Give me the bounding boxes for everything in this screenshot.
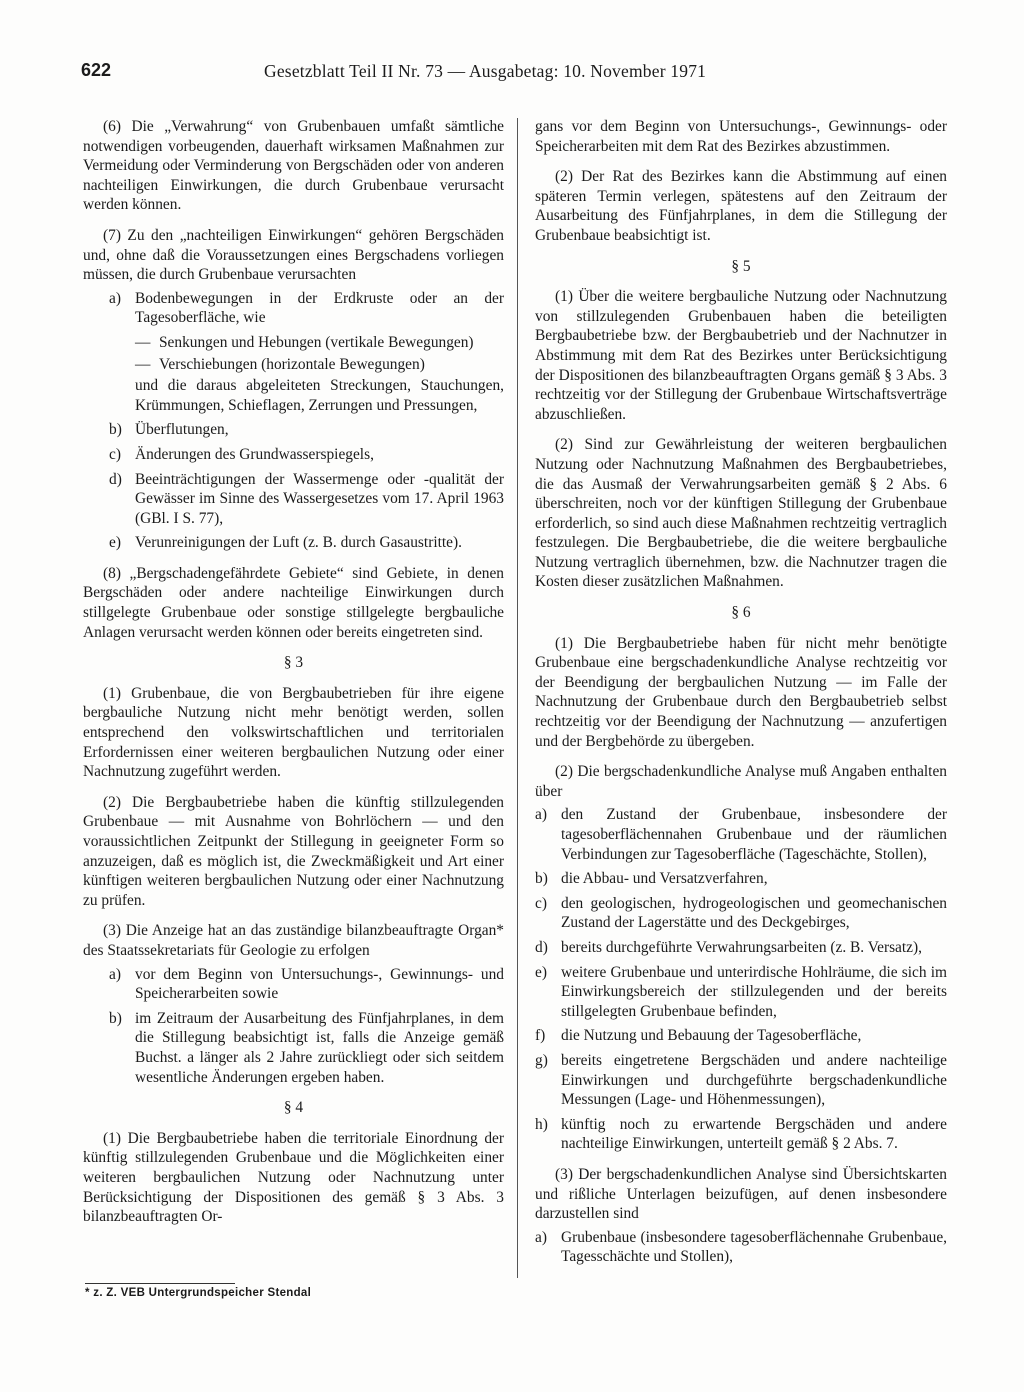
list-item: h) künftig noch zu erwartende Bergschäden und andere nachteilige Einwirkungen, unterteilt gemäß § 2 Abs. 7. <box>535 1115 947 1153</box>
analysis-items-list <box>535 805 947 1154</box>
list-item-e: e) Verunreinigungen der Luft (z. B. durch Gasaustritte). <box>109 534 462 552</box>
list-item: d) bereits durchgeführte Verwahrungsarbeiten (z. B. Versatz), <box>535 938 922 956</box>
paragraph-2-6: (6) Die „Verwahrung“ von Grubenbauen umfaßt sämtliche notwendigen vorbeugenden, dauerhaft wirksamen Maßnahmen zur Vermeidung oder Verminderung von Bergschäden oder von anderen nachteiligen Einwirkungen, die durch Grubenbaue verursacht werden können. <box>83 118 504 214</box>
column-divider <box>517 118 518 1278</box>
section-heading-4: § 4 <box>283 1099 304 1117</box>
paragraph-2-7: (7) Zu den „nachteiligen Einwirkungen“ gehören Bergschäden und, ohne daß die Voraussetzungen eines Bergschadens vorliegen müssen, die durch Grubenbaue verursachten <box>83 226 504 284</box>
dash-item: — Verschiebungen (horizontale Bewegungen) <box>135 355 425 373</box>
list-item: b) die Abbau- und Versatzverfahren, <box>535 870 768 888</box>
list-item-a: a) Grubenbaue (insbesondere tagesoberflächennahe Grubenbaue, Tagesschächte und Stollen), <box>535 1228 947 1266</box>
paragraph-6-2: (2) Die bergschadenkundliche Analyse muß Angaben enthalten über <box>535 763 947 800</box>
list-item-d: d) Beeinträchtigungen der Wassermenge oder -qualität der Gewässer im Sinne des Wassergesetzes vom 17. April 1963 (GBl. I S. 77), <box>109 470 504 527</box>
paragraph-3-3: (3) Die Anzeige hat an das zuständige bilanzbeauftragte Organ* des Staatssekretariats für Geologie zu erfolgen <box>83 922 504 959</box>
list-item: f) die Nutzung und Bebauung der Tagesoberfläche, <box>535 1027 862 1045</box>
page-number: 622 <box>81 60 112 80</box>
list-item: e) weitere Grubenbaue und unterirdische Hohlräume, die sich im Einwirkungsbereich der stillzulegenden und der bereits stillgelegten Grubenbaue befinden, <box>535 963 947 1020</box>
list-item-b: b) im Zeitraum der Ausarbeitung des Fünfjahrplanes, in dem die Stillegung beabsichtigt ist, falls die Anzeige gemäß Buchst. a länger als 2 Jahre zurückliegt oder sich seitdem wesentliche Änderungen ergeben haben. <box>109 1009 504 1086</box>
list-item-a: a) Bodenbewegungen in der Erdkruste oder an der Tagesoberfläche, wie <box>109 289 504 327</box>
list-item: g) bereits eingetretene Bergschäden und andere nachteilige Einwirkungen und durchgeführte bergschadenkundliche Messungen (Lage- und Höhenmessungen), <box>535 1051 947 1109</box>
list-item-c: c) Änderungen des Grundwasserspiegels, <box>109 445 374 463</box>
paragraph-6-3: (3) Der bergschadenkundlichen Analyse sind Übersichtskarten und rißliche Unterlagen beizufügen, auf denen insbesondere darzustellen sind <box>535 1165 947 1223</box>
list-item-a-continuation: und die daraus abgeleiteten Streckungen, Stauchungen, Krümmungen, Schieflagen, Zerrungen und Pressungen, <box>135 377 504 414</box>
paragraph-2-8: (8) „Bergschadengefährdete Gebiete“ sind Gebiete, in denen Bergschäden oder andere nachteilige Einwirkungen durch stillgelegte Grubenbaue oder sonstige stillgelegte bergbauliche Anlagen verursacht werden können oder bereits eingetreten sind. <box>83 564 504 641</box>
paragraph-5-1: (1) Über die weitere bergbauliche Nutzung oder Nachnutzung von stillzulegenden Grubenbauen haben die beteiligten Bergbaubetriebe bzw. der Bergbaubetrieb und der Nachnutzer in Abstimmung mit dem Rat des Bezirkes unter Berücksichtigung der Dispositionen des bilanzbeauftragten Organs gemäß § 3 Abs. 3 rechtzeitig vor der Stillegung der Grubenbaue Wirtschaftsverträge abzuschließen. <box>535 288 947 423</box>
paragraph-3-2: (2) Die Bergbaubetriebe haben die künftig stillzulegenden Grubenbaue — mit Ausnahme von Bohrlöchern — und den voraussichtlichen Zeitpunkt der Stillegung in geeigneter Form so anzuzeigen, daß es möglich ist, die Zweckmäßigkeit und Art einer künftigen weiteren bergbaulichen Nutzung oder einer Nachnutzung zu prüfen. <box>83 793 504 909</box>
left-column <box>83 117 504 1238</box>
list-item-b: b) Überflutungen, <box>109 421 229 439</box>
list-item: c) den geologischen, hydrogeologischen und geomechanischen Zustand der Lagerstätte und des Deckgebirges, <box>535 894 947 932</box>
paragraph-6-1: (1) Die Bergbaubetriebe haben für nicht mehr benötigte Grubenbaue eine bergschadenkundliche Analyse rechtzeitig vor der Beendigung der bergbaulichen Nutzung — im Falle der Nachnutzung der Grubenbaue durch den Bergbaubetrieb selbst rechtzeitig vor der Beendigung der Nachnutzung — anzufertigen und der Bergbehörde zu übergeben. <box>535 634 947 750</box>
section-heading-6: § 6 <box>731 604 751 622</box>
list-item: a) den Zustand der Grubenbaue, insbesondere der tagesoberflächennahen Grubenbaue und der räumlichen Verbindungen zur Tagesoberfläche (Tageschächte, Stollen), <box>535 806 947 863</box>
gazette-title: Gesetzblatt Teil II Nr. 73 — Ausgabetag: 10. November 1971 <box>264 61 707 81</box>
paragraph-3-1: (1) Grubenbaue, die von Bergbaubetrieben für ihre eigene bergbauliche Nutzung nicht mehr benötigt werden, sollen entsprechend den volkswirtschaftlichen und territorialen Erfordernissen einer weiteren bergbaulichen Nutzung oder einer Nachnutzung zugeführt werden. <box>83 684 504 781</box>
page-header <box>81 60 781 86</box>
paragraph-4-2: (2) Der Rat des Bezirkes kann die Abstimmung auf einen späteren Termin verlegen, spätestens auf den Zeitraum der Ausarbeitung des Fünfjahrplanes, in dem die Stillegung der Grubenbaue beabsichtigt ist. <box>535 168 947 244</box>
list-item-a: a) vor dem Beginn von Untersuchungs-, Gewinnungs- und Speicherarbeiten sowie <box>109 965 504 1003</box>
section-heading-5: § 5 <box>731 257 751 275</box>
right-column <box>535 117 947 1272</box>
section-heading-3: § 3 <box>283 654 304 672</box>
paragraph-4-1-continuation: gans vor dem Beginn von Untersuchungs-, Gewinnungs- oder Speicherarbeiten mit dem Rat des Bezirkes abzustimmen. <box>535 118 947 155</box>
paragraph-5-2: (2) Sind zur Gewährleistung der weiteren bergbaulichen Nutzung oder Nachnutzung Maßnahmen des Bergbaubetriebes, die das Ausmaß der Verwahrungsarbeiten gemäß § 2 Abs. 6 überschreiten, noch vor der künftigen Stillegung der Grubenbaue erforderlich, so sind auch diese Maßnahmen rechtzeitig vertraglich festzulegen. Die Bergbaubetriebe, die die weitere bergbauliche Nutzung vertraglich übernehmen, bzw. die Nachnutzer tragen die Kosten dieser zusätzlichen Maßnahmen. <box>535 436 947 591</box>
paragraph-4-1: (1) Die Bergbaubetriebe haben die territoriale Einordnung der künftig stillzulegenden Grubenbaue und die Möglichkeiten einer weiteren bergbaulichen Nutzung oder Nachnutzung unter Berücksichtigung der Dispositionen des gemäß § 3 Abs. 3 bilanzbeauftragten Or- <box>83 1129 504 1226</box>
dash-item: — Senkungen und Hebungen (vertikale Bewegungen) <box>135 333 474 351</box>
footnote: * z. Z. VEB Untergrundspeicher Stendal <box>85 1287 312 1299</box>
footnote-rule <box>85 1283 235 1284</box>
